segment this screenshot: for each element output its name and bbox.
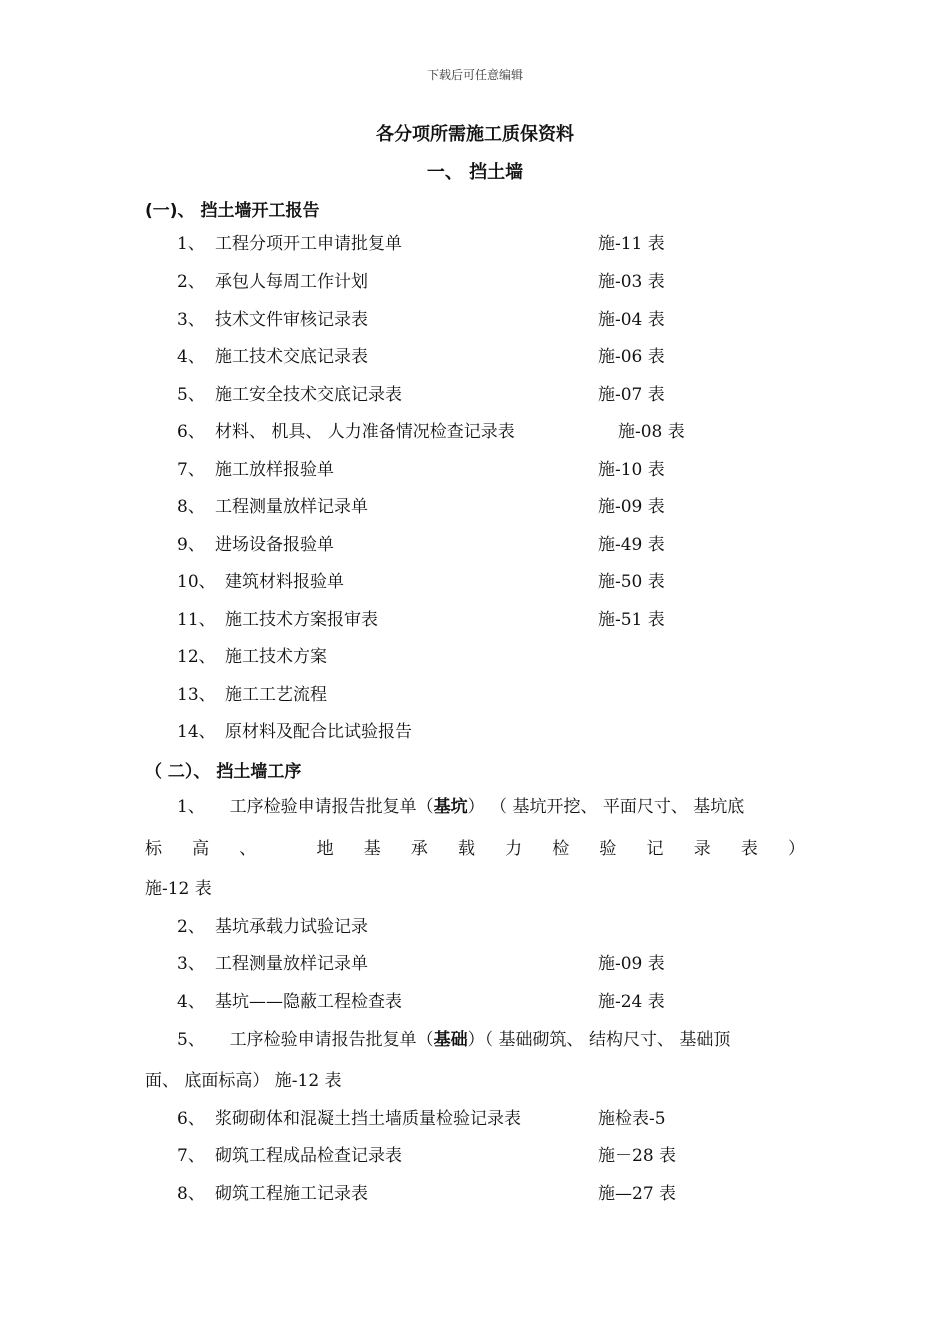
list-item <box>177 231 817 257</box>
item-number: 8、 <box>177 497 205 517</box>
item-code: 施-50 表 <box>598 572 665 592</box>
list-item <box>177 719 817 745</box>
item-code: 施-24 表 <box>598 992 665 1012</box>
spread-char: 验 <box>599 839 617 859</box>
item-bold-text: 基础 <box>433 1030 468 1050</box>
item-text: 工序检验申请报告批复单（ <box>229 797 434 817</box>
item-text: 承包人每周工作计划 <box>215 272 368 292</box>
item-number: 6、 <box>177 422 205 442</box>
item-text: 工程分项开工申请批复单 <box>215 234 402 254</box>
spread-char: 表 <box>740 839 758 859</box>
item-text: 施工放样报验单 <box>215 460 334 480</box>
spread-char: 记 <box>646 839 664 859</box>
item-number: 7、 <box>177 460 205 480</box>
list-item <box>177 494 817 520</box>
list-item-1-line3: 施-12 表 <box>145 879 212 899</box>
document-title: 各分项所需施工质保资料 <box>376 124 574 145</box>
section-heading-1: (一)、 挡土墙开工报告 <box>145 201 320 221</box>
spread-char: 载 <box>457 839 475 859</box>
list-item <box>177 307 817 333</box>
item-text: 建筑材料报验单 <box>225 572 344 592</box>
item-code: 施—27 表 <box>598 1184 677 1204</box>
item-text: 施工技术方案报审表 <box>225 610 378 630</box>
item-code: 施-08 表 <box>618 422 685 442</box>
item-number: 1、 <box>177 797 205 817</box>
item-code: 施-11 表 <box>598 234 665 254</box>
item-text: 基坑——隐蔽工程检查表 <box>215 992 402 1012</box>
item-text: 基坑承载力试验记录 <box>215 917 368 937</box>
item-number: 1、 <box>177 234 205 254</box>
item-text: 施工安全技术交底记录表 <box>215 385 402 405</box>
spread-char: 地 <box>316 839 334 859</box>
item-code: 施-06 表 <box>598 347 665 367</box>
spread-char: 检 <box>552 839 570 859</box>
item-text: 砌筑工程施工记录表 <box>215 1184 368 1204</box>
item-text: 砌筑工程成品检查记录表 <box>215 1146 402 1166</box>
item-text: 材料、 机具、 人力准备情况检查记录表 <box>215 422 515 442</box>
list-item <box>177 682 817 708</box>
item-text-tail: ）（ 基础砌筑、 结构尺寸、 基础顶 <box>467 1030 731 1050</box>
item-text: 工序检验申请报告批复单（ <box>229 1030 434 1050</box>
spread-char: ） <box>787 839 805 859</box>
part-title: 一、 挡土墙 <box>426 162 524 183</box>
item-number: 2、 <box>177 272 205 292</box>
item-number: 4、 <box>177 992 205 1012</box>
list-item <box>177 1143 817 1169</box>
item-text: 施工技术方案 <box>225 647 327 667</box>
spread-char: 、 <box>239 839 257 859</box>
list-item <box>177 989 817 1015</box>
item-number: 14、 <box>177 722 216 742</box>
list-item <box>177 344 817 370</box>
item-text-tail: ） （ 基坑开挖、 平面尺寸、 基坑底 <box>467 797 745 817</box>
list-item <box>177 1106 817 1132</box>
item-code: 施-51 表 <box>598 610 665 630</box>
spread-char: 录 <box>693 839 711 859</box>
item-code: 施-09 表 <box>598 954 665 974</box>
item-number: 12、 <box>177 647 216 667</box>
list-item <box>177 419 817 445</box>
item-text: 施工工艺流程 <box>225 685 327 705</box>
item-text: 进场设备报验单 <box>215 535 334 555</box>
list-item <box>177 644 817 670</box>
item-number: 7、 <box>177 1146 205 1166</box>
item-number: 11、 <box>177 610 216 630</box>
list-item-5-line1 <box>177 1027 730 1053</box>
item-number: 10、 <box>177 572 216 592</box>
item-code: 施-03 表 <box>598 272 665 292</box>
list-item <box>177 569 817 595</box>
item-text: 浆砌砌体和混凝土挡土墙质量检验记录表 <box>215 1109 521 1129</box>
item-number: 4、 <box>177 347 205 367</box>
list-item <box>177 532 817 558</box>
item-code: 施-49 表 <box>598 535 665 555</box>
item-number: 2、 <box>177 917 205 937</box>
item-text: 原材料及配合比试验报告 <box>225 722 412 742</box>
spread-char: 力 <box>505 839 523 859</box>
item-number: 3、 <box>177 310 205 330</box>
item-bold-text: 基坑 <box>433 797 468 817</box>
list-item <box>177 457 817 483</box>
item-code: 施-09 表 <box>598 497 665 517</box>
item-text: 工程测量放样记录单 <box>215 497 368 517</box>
list-item <box>177 951 817 977</box>
list-item <box>177 1181 817 1207</box>
item-text: 技术文件审核记录表 <box>215 310 368 330</box>
item-number: 13、 <box>177 685 216 705</box>
item-text: 施工技术交底记录表 <box>215 347 368 367</box>
list-item <box>177 914 817 940</box>
list-item-5-line2: 面、 底面标高） 施-12 表 <box>145 1071 342 1091</box>
item-number: 8、 <box>177 1184 205 1204</box>
item-number: 5、 <box>177 1030 205 1050</box>
header-note: 下载后可任意编辑 <box>426 68 523 82</box>
spread-char: 承 <box>410 839 428 859</box>
item-code: 施-10 表 <box>598 460 665 480</box>
item-number: 9、 <box>177 535 205 555</box>
spread-char: 高 <box>192 839 210 859</box>
list-item-1-line1 <box>177 794 744 820</box>
list-item-1-line2 <box>145 836 805 862</box>
list-item <box>177 607 817 633</box>
list-item <box>177 382 817 408</box>
list-item <box>177 269 817 295</box>
item-number: 3、 <box>177 954 205 974</box>
item-code: 施-07 表 <box>598 385 665 405</box>
item-code: 施-04 表 <box>598 310 665 330</box>
item-number: 5、 <box>177 385 205 405</box>
item-text: 工程测量放样记录单 <box>215 954 368 974</box>
spread-char: 基 <box>363 839 381 859</box>
item-number: 6、 <box>177 1109 205 1129</box>
item-code: 施检表-5 <box>598 1109 666 1129</box>
section-heading-2: （ 二）、 挡土墙工序 <box>145 762 302 782</box>
item-code: 施－28 表 <box>598 1146 677 1166</box>
spread-char: 标 <box>145 839 162 859</box>
